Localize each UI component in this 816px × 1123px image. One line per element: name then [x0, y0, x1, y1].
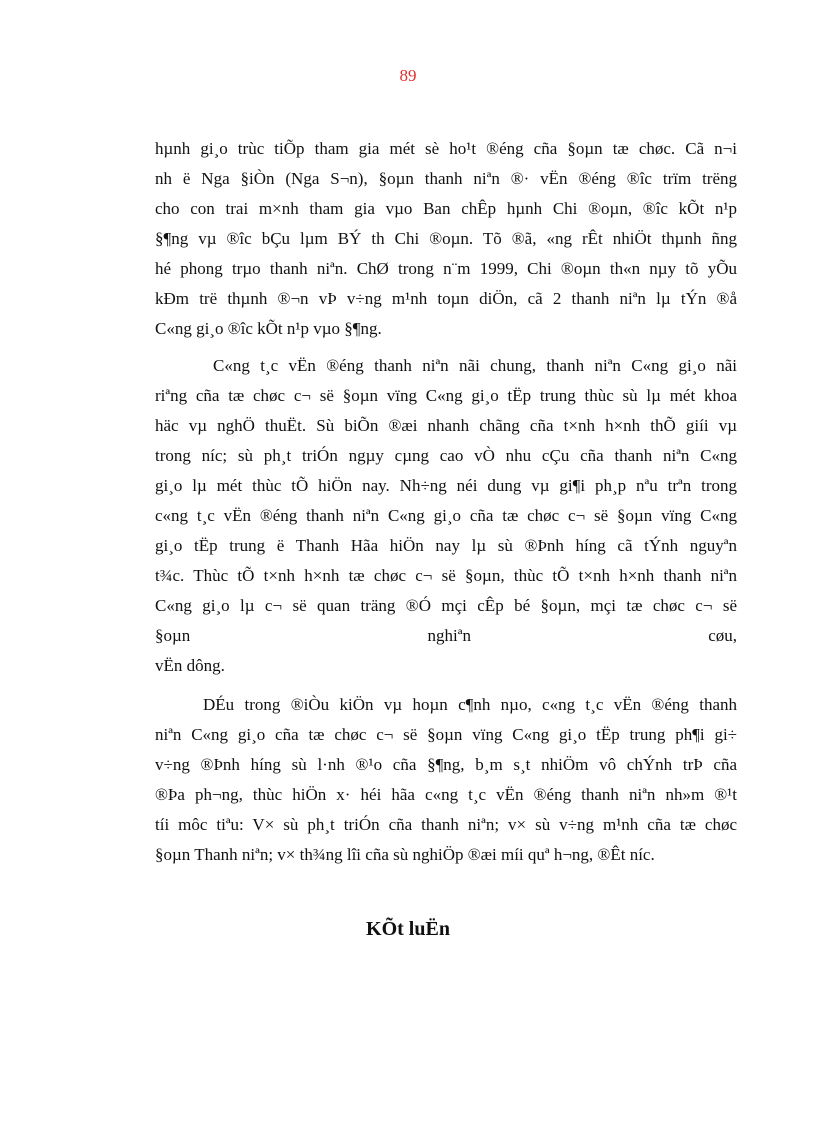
text-line: C«ng gi¸o lµ c¬ së quan träng ®Ó mçi cÊp bé §oµn, mçi tæ chøc c¬ së	[155, 596, 737, 615]
text-line: §oµn Thanh niªn; v× th¾ng lîi cña sù nghiÖp ®æi míi quª h¬ng, ®Êt níc.	[155, 845, 655, 864]
text-line: C«ng gi¸o ®îc kÕt n¹p vµo §¶ng.	[155, 319, 382, 338]
page-number: 89	[399, 66, 417, 85]
text-line: cho con trai m×nh tham gia vµo Ban chÊp hµnh Chi ®oµn, ®îc kÕt n¹p	[155, 199, 737, 218]
text-line: gi¸o lµ mét thùc tÕ hiÖn nay. Nh÷ng néi dung vµ gi¶i ph¸p nªu trªn trong	[155, 476, 737, 495]
text-line: häc vµ nghÖ thuËt. Sù biÕn ®æi nhanh chãng cña t×nh h×nh thÕ giíi vµ	[155, 416, 737, 435]
paragraph	[155, 134, 737, 344]
paragraph	[155, 690, 737, 870]
text-line: t¾c. Thùc tÕ t×nh h×nh tæ chøc c¬ së §oµn, thùc tÕ t×nh h×nh thanh niªn	[155, 566, 737, 585]
text-line: niªn C«ng gi¸o cña tæ chøc c¬ së §oµn vïng C«ng gi¸o tËp trung ph¶i gi÷	[155, 725, 737, 744]
text-line: C«ng t¸c vËn ®éng thanh niªn nãi chung, thanh niªn C«ng gi¸o nãi	[213, 356, 737, 375]
text-line: vËn dông.	[155, 656, 225, 675]
text-line: tíi môc tiªu: V× sù ph¸t triÓn cña thanh niªn; v× sù v÷ng m¹nh cña tæ chøc	[155, 815, 737, 834]
text-line: v÷ng ®Þnh híng sù l·nh ®¹o cña §¶ng, b¸m s¸t nhiÖm vô chÝnh trÞ cña	[155, 755, 737, 774]
text-line: riªng cña tæ chøc c¬ së §oµn vïng C«ng gi¸o tËp trung thùc sù lµ mét khoa	[155, 386, 737, 405]
text-line: §¶ng vµ ®îc bÇu lµm BÝ th Chi ®oµn. Tõ ®ã, «ng rÊt nhiÖt thµnh ñng	[155, 229, 737, 248]
body-text	[155, 134, 737, 870]
text-line: nh ë Nga §iÒn (Nga S¬n), §oµn thanh niªn ®· vËn ®éng ®îc trïm trëng	[155, 169, 737, 188]
text-line: DÉu trong ®iÒu kiÖn vµ hoµn c¶nh nµo, c«ng t¸c vËn ®éng thanh	[203, 695, 737, 714]
text-line: ®Þa ph¬ng, thùc hiÖn x· héi hãa c«ng t¸c vËn ®éng thanh niªn nh»m ®¹t	[155, 785, 737, 804]
paragraph	[155, 351, 737, 681]
text-line: gi¸o tËp trung ë Thanh Hãa hiÖn nay lµ sù ®Þnh híng cã tÝnh nguyªn	[155, 536, 737, 555]
text-line: hµnh gi¸o trùc tiÕp tham gia mét sè ho¹t ®éng cña §oµn tæ chøc. Cã n¬i	[155, 139, 737, 158]
text-line: §oµn nghiªn cøu,	[155, 626, 737, 645]
text-line: trong níc; sù ph¸t triÓn ngµy cµng cao vÒ nhu cÇu cña thanh niªn C«ng	[155, 446, 737, 465]
text-line: hé phong trµo thanh niªn. ChØ trong n¨m 1999, Chi ®oµn th«n nµy tõ yÕu	[155, 259, 737, 278]
section-heading: KÕt luËn	[366, 918, 450, 940]
text-line: c«ng t¸c vËn ®éng thanh niªn C«ng gi¸o cña tæ chøc c¬ së §oµn vïng C«ng	[155, 506, 737, 525]
text-line: kÐm trë thµnh ®¬n vÞ v÷ng m¹nh toµn diÖn, cã 2 thanh niªn lµ tÝn ®å	[155, 289, 737, 308]
